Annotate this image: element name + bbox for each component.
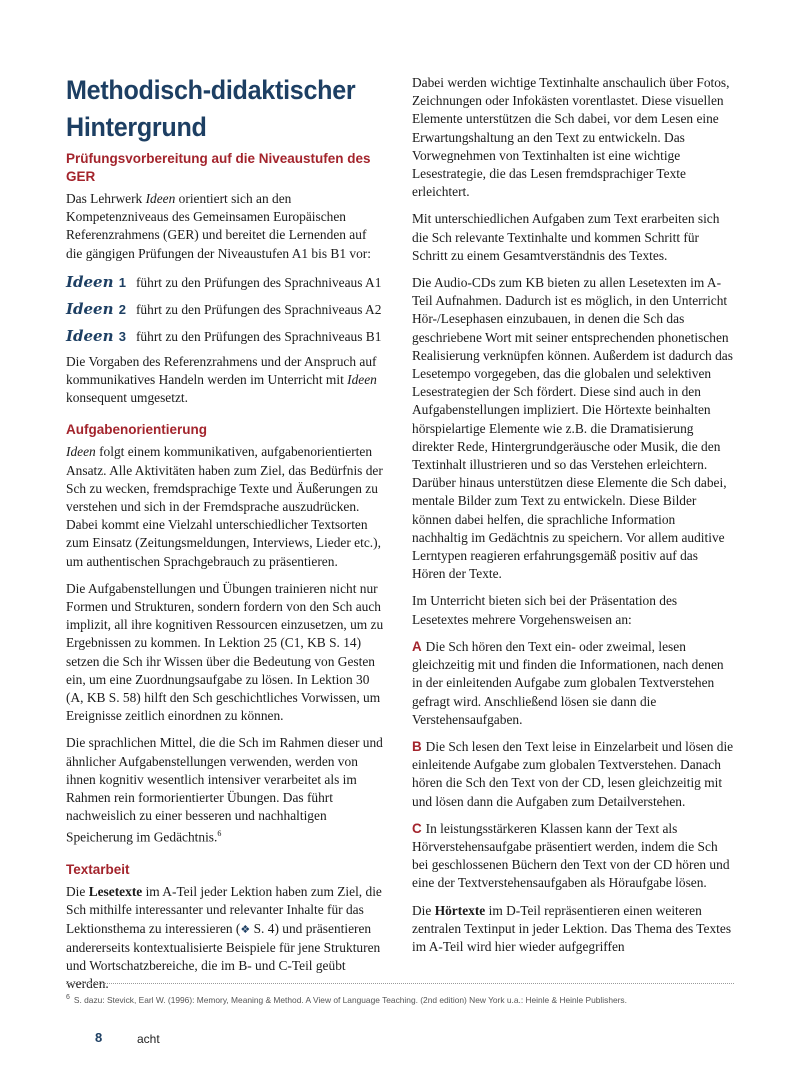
level-row: Ideen 3 führt zu den Prüfungen des Sprachniveaus B1 [66,326,382,345]
level-row: Ideen 2 führt zu den Prüfungen des Sprachniveaus A2 [66,299,382,318]
paragraph: Die Hörtexte im D-Teil repräsentieren einen weiteren zentralen Textinput in jeder Lektion. Das Thema des Textes im A-Teil wird hier wieder aufgegriffen [412,902,732,954]
paragraph: Ideen folgt einem kommunikativen, aufgabenorientierten Ansatz. Alle Aktivitäten haben zum Ziel, das Bedürfnis der Sch zu wecken, fremdsprachige Texte und Äußerungen zu verstehen und sich in der Fremdsprache auszudrücken. Dabei kommt eine Vielzahl unterschiedlicher Textsorten zum Einsatz (Zeitungsmeldungen, Interviews, Lieder etc.), um authentischen Sprachgebrauch zu präsentieren. [66,444,383,569]
footnote-ref: 6 [217,829,222,839]
option-b: B Die Sch lesen den Text leise in Einzelarbeit und lösen die einleitende Aufgabe zum globalen Textverstehen. Danach hören die Sch den Text von der CD, lesen gleichzeitig mit und lösen dann die Aufgaben zum Detailverstehen. [412,738,734,809]
ideen-logo: Ideen 2 [66,299,126,318]
paragraph: Die Audio-CDs zum KB bieten zu allen Lesetexten im A-Teil Aufnahmen. Dadurch ist es möglich, in den Unterricht Hör-/Lesephasen einzubauen, in denen die Sch das geschriebene Wort mit seiner entsprechenden phonetischen Realisierung verknüpfen können. Außerdem ist dadurch das Lesetempo vorgegeben, das die globalen und selektiven Lesestrategien der Sch fördert. Diese sind auch in den Aufgabenstellungen impliziert. Die Hörtexte beinhalten hörspielartige Elemente wie z.B. die Dramatisierung direkter Rede, Hintergrundgeräusche oder Musik, die den Textinhalt illustrieren und so das Verstehen erleichtern. Darüber hinaus unterstützen diese Elemente die Sch dabei, mentale Bilder zum Text zu entwickeln. Diese Bilder können dabei helfen, die sprachliche Information nachhaltig im Gedächtnis zu speichern. Vor allem auditive Lerntypen reagieren erfahrungsgemäß positiv auf das Hören der Texte. [412,275,733,582]
ideen-logo: Ideen 1 [66,272,126,291]
page-number: 8 [95,1030,103,1045]
section-heading-task-orientation: Aufgabenorientierung [66,422,207,438]
ideen-logo: Ideen 3 [66,326,126,345]
paragraph: Die Aufgabenstellungen und Übungen trainieren nicht nur Formen und Strukturen, sondern fordern von den Sch auch implizit, all ihre kognitiven Ressourcen einzusetzen, um zu Ergebnissen zu kommen. In Lektion 25 (C1, KB S. 14) setzen die Sch ihr Wissen über die Bedeutung von Gesten ein, um eine Zuordnungsaufgabe zu lösen. In Lektion 30 (A, KB S. 58) hilft den Sch geschichtliches Vorwissen, um Ereignisse zeitlich einordnen zu können. [66,580,384,724]
paragraph: Im Unterricht bieten sich bei der Präsentation des Lesetextes mehrere Vorgehensweisen an: [412,593,678,627]
page-number-word: acht [137,1032,160,1046]
paragraph: Die Lesetexte im A-Teil jeder Lektion haben zum Ziel, die Sch mithilfe interessanter und relevanter Inhalte für das Lektionsthema zu interessieren (❖ S. 4) und präsentieren andererseits kontextualisierte Beispiele für jene Strukturen und Wortschatzbereiche, die im B- und C-Teil geübt werden. [66,884,382,992]
paragraph: Dabei werden wichtige Textinhalte anschaulich über Fotos, Zeichnungen oder Infokästen vorentlastet. Diese visuellen Elemente unterstützen die Sch dabei, vor dem Lesen eine Erwartungshaltung an den Text zu entwickeln. Das Vorwegnehmen von Textinhalten ist eine wichtige Lesestrategie, die das Lesen fremdsprachiger Texte erleichtert. [412,75,730,200]
option-c: C In leistungsstärkeren Klassen kann der Text als Hörverstehensaufgabe präsentiert werden, indem die Sch bei geschlossenen Büchern den Text von der CD hören und eine der Textverstehensaufgaben als Höraufgabe lösen. [412,820,730,891]
paragraph: Die sprachlichen Mittel, die die Sch im Rahmen dieser und ähnlicher Aufgabenstellungen verwenden, werden von ihnen kognitiv wesentlich intensiver verarbeitet als im Rahmen rein formorientierter Übungen. Das führt nachweislich zu einer besseren und nachhaltigen Speicherung im Gedächtnis.$^6$ [66,735,383,845]
paragraph: Das Lehrwerk Ideen orientiert sich an den Kompetenzniveaus des Gemeinsamen Europäischen Referenzrahmens (GER) und bereitet die Lernenden auf die gängigen Prüfungen der Niveaustufen A1 bis B1 vor: [66,191,371,261]
section-heading-text-work: Textarbeit [66,862,130,878]
level-row: Ideen 1 führt zu den Prüfungen des Sprachniveaus A1 [66,272,382,291]
page-title: Methodisch-didaktischer Hintergrund [66,75,356,142]
cross-reference-icon: ❖ [240,923,251,936]
section-heading-exam-prep: Prüfungsvorbereitung auf die Niveaustufen des GER [66,151,371,184]
footnote: $^6$ S. dazu: Stevick, Earl W. (1996): Memory, Meaning & Method. A View of Language Teaching. (2nd edition) New York u.a.: Heinle & Heinle Publishers. [66,994,627,1005]
footnote-divider [66,983,734,984]
right-column [412,74,734,965]
option-a: A Die Sch hören den Text ein- oder zweimal, lesen gleichzeitig mit und finden die Informationen, nach denen in der einleitenden Aufgabe zum globalen Textverstehen gefragt wird. Anschließend lösen sie dann die Verstehensaufgaben. [412,638,724,727]
paragraph: Die Vorgaben des Referenzrahmens und der Anspruch auf kommunikatives Handeln werden im Unterricht mit Ideen konsequent umgesetzt. [66,353,377,406]
paragraph: Mit unterschiedlichen Aufgaben zum Text erarbeiten sich die Sch relevante Textinhalte und kommen Schritt für Schritt zu einem Gesamtverständnis des Textes. [412,211,720,263]
left-column [66,150,384,1002]
